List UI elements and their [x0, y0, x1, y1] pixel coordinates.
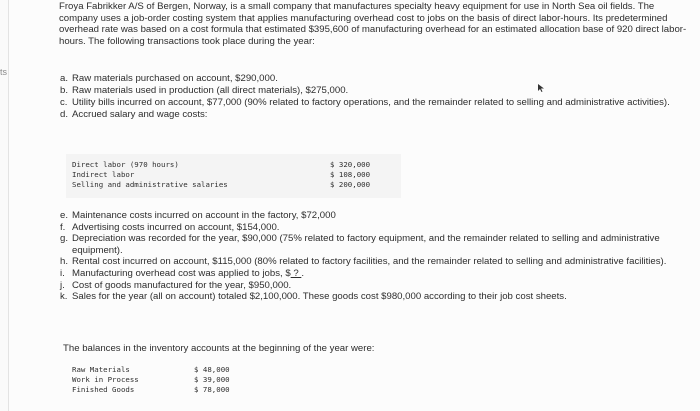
table-row: [72, 375, 272, 385]
list-item: g. Depreciation was recorded for the year, $90,000 (75% related to factory equipment, and the remainder related to selling and administrative equipment).: [60, 233, 660, 256]
wage-amount: $ 108,000: [330, 170, 371, 179]
inventory-amount: $ 48,000: [194, 365, 230, 374]
list-item: c. Utility bills incurred on account, $77,000 (90% related to factory operations, and the remainder related to selling and administrative activities).: [60, 97, 670, 109]
list-item: j. Cost of goods manufactured for the year, $950,000.: [60, 279, 292, 291]
answer-blank[interactable]: ?: [290, 267, 302, 279]
balances-title: The balances in the inventory accounts at the beginning of the year were:: [63, 343, 375, 354]
left-sidebar-edge: [0, 0, 9, 411]
list-item: a. Raw materials purchased on account, $290,000.: [60, 73, 278, 84]
inventory-label: Finished Goods: [72, 385, 135, 394]
wage-costs-table: [66, 154, 401, 198]
list-item: f. Advertising costs incurred on account, $154,000.: [60, 221, 280, 233]
inventory-balances-table: [72, 365, 272, 401]
inventory-label: Work in Process: [72, 375, 139, 384]
transactions-list-1: [60, 73, 692, 121]
inventory-amount: $ 39,000: [194, 375, 230, 384]
table-row: [72, 365, 272, 375]
transactions-list-2: [60, 210, 692, 303]
table-row: [72, 170, 392, 180]
list-item: d. Accrued salary and wage costs:: [60, 109, 208, 121]
table-row: [72, 385, 272, 395]
sidebar-marker: ts: [0, 67, 8, 77]
problem-intro: Froya Fabrikker A/S of Bergen, Norway, is a small company that manufactures specialty heavy equipment for use in North Sea oil fields. The company uses a job-order costing system that applies manufacturing overhead cost to jobs on the basis of direct labor-hours. Its predetermined overhead rate was based on a cost formula that estimated $395,600 of manufacturing overhead for an estimated allocation base of 920 direct labor-hours. The following transactions took place during the year:: [59, 1, 687, 47]
wage-label: Direct labor (970 hours): [72, 160, 179, 169]
table-row: [72, 180, 392, 190]
table-row: [72, 160, 392, 170]
wage-amount: $ 200,000: [330, 180, 371, 189]
wage-label: Indirect labor: [72, 170, 135, 179]
list-item: b. Raw materials used in production (all direct materials), $275,000.: [60, 85, 349, 97]
mouse-cursor-icon: [538, 84, 544, 92]
list-item: e. Maintenance costs incurred on account in the factory, $72,000: [60, 210, 336, 221]
inventory-amount: $ 78,000: [194, 385, 230, 394]
list-item: k. Sales for the year (all on account) totaled $2,100,000. These goods cost $980,000 according to their job cost sheets.: [60, 291, 567, 303]
inventory-label: Raw Materials: [72, 365, 130, 374]
list-item: i. Manufacturing overhead cost was applied to jobs, $ ? .: [60, 267, 304, 279]
list-item: h. Rental cost incurred on account, $115,000 (80% related to factory facilities, and the remainder related to selling and administrative facilities).: [60, 256, 667, 268]
wage-label: Selling and administrative salaries: [72, 180, 228, 189]
wage-amount: $ 320,000: [330, 160, 371, 169]
